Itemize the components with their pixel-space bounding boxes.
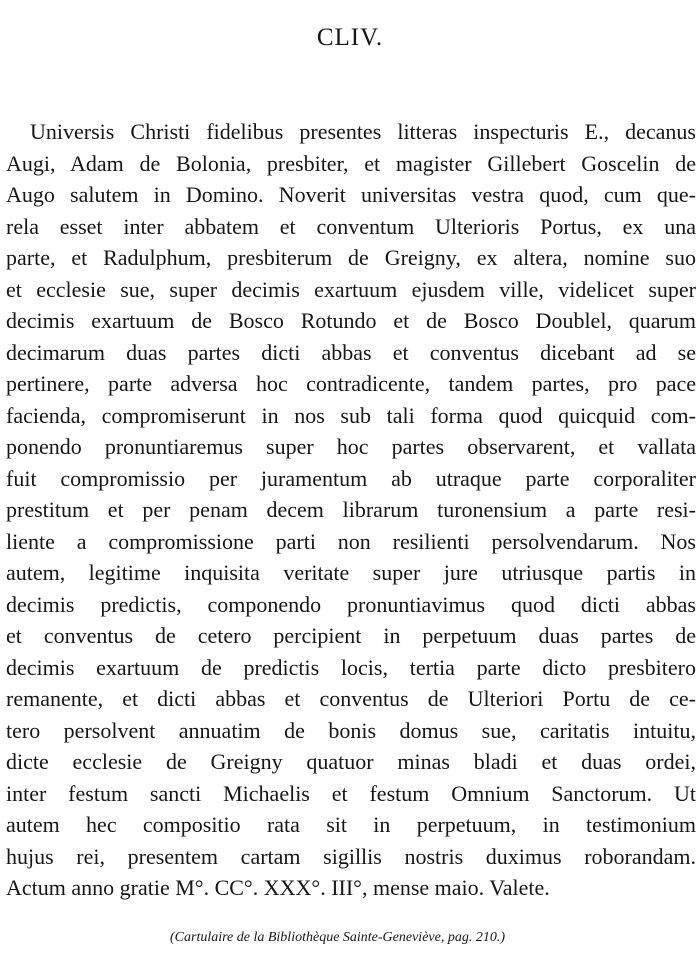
text-line: parte, et Radulphum, presbiterum de Greigny, ex altera, nomine suo xyxy=(6,245,696,270)
text-line: hujus rei, presentem cartam sigillis nostris duximus roborandam. xyxy=(6,843,696,869)
text-line: decimis exartuum de Bosco Rotundo et de Bosco Doublel, quarum xyxy=(6,308,696,333)
text-line: fuit compromissio per juramentum ab utraque parte corporaliter xyxy=(6,465,696,491)
text-line: prestitum et per penam decem librarum turonensium a parte resi- xyxy=(6,497,696,522)
text-line: facienda, compromiserunt in nos sub tali forma quod quicquid com- xyxy=(6,402,696,428)
text-line: decimis predictis, componendo pronuntiavimus quod dicti abbas xyxy=(6,591,696,617)
text-line: decimarum duas partes dicti abbas et conventus dicebant ad se xyxy=(6,339,696,365)
source-citation: (Cartulaire de la Bibliothèque Sainte-Geneviève, pag. 210.) xyxy=(170,930,506,945)
text-line: tero persolvent annuatim de bonis domus sue, caritatis intuitu, xyxy=(6,717,696,743)
text-line: autem, legitime inquisita veritate super jure utriusque partis in xyxy=(6,560,696,585)
text-line: Actum anno gratie M°. CC°. XXX°. III°, mense maio. Valete. xyxy=(6,875,550,900)
text-line: ponendo pronuntiaremus super hoc partes observarent, et vallata xyxy=(6,434,696,459)
text-line: dicte ecclesie de Greigny quatuor minas bladi et duas ordei, xyxy=(6,749,696,774)
text-line: pertinere, parte adversa hoc contradicente, tandem partes, pro pace xyxy=(6,371,696,396)
text-line: remanente, et dicti abbas et conventus de Ulteriori Portu de ce- xyxy=(6,686,696,711)
text-line: liente a compromissione parti non resilienti persolvendarum. Nos xyxy=(6,528,696,554)
text-line: et ecclesie sue, super decimis exartuum ejusdem ville, videlicet super xyxy=(6,276,696,302)
text-line: rela esset inter abbatem et conventum Ulterioris Portus, ex una xyxy=(6,213,696,239)
text-line: inter festum sancti Michaelis et festum Omnium Sanctorum. Ut xyxy=(6,780,696,806)
charter-number-heading: CLIV. xyxy=(316,24,384,51)
text-line: decimis exartuum de predictis locis, tertia parte dicto presbitero xyxy=(6,654,696,680)
text-line: Augo salutem in Domino. Noverit universitas vestra quod, cum que- xyxy=(6,182,696,207)
text-line: Augi, Adam de Bolonia, presbiter, et magister Gillebert Goscelin de xyxy=(6,150,696,176)
text-line: autem hec compositio rata sit in perpetuum, in testimonium xyxy=(6,812,696,837)
text-line: et conventus de cetero percipient in perpetuum duas partes de xyxy=(6,623,696,648)
text-line: Universis Christi fidelibus presentes litteras inspecturis E., decanus xyxy=(30,119,696,144)
charter-body xyxy=(6,116,696,904)
